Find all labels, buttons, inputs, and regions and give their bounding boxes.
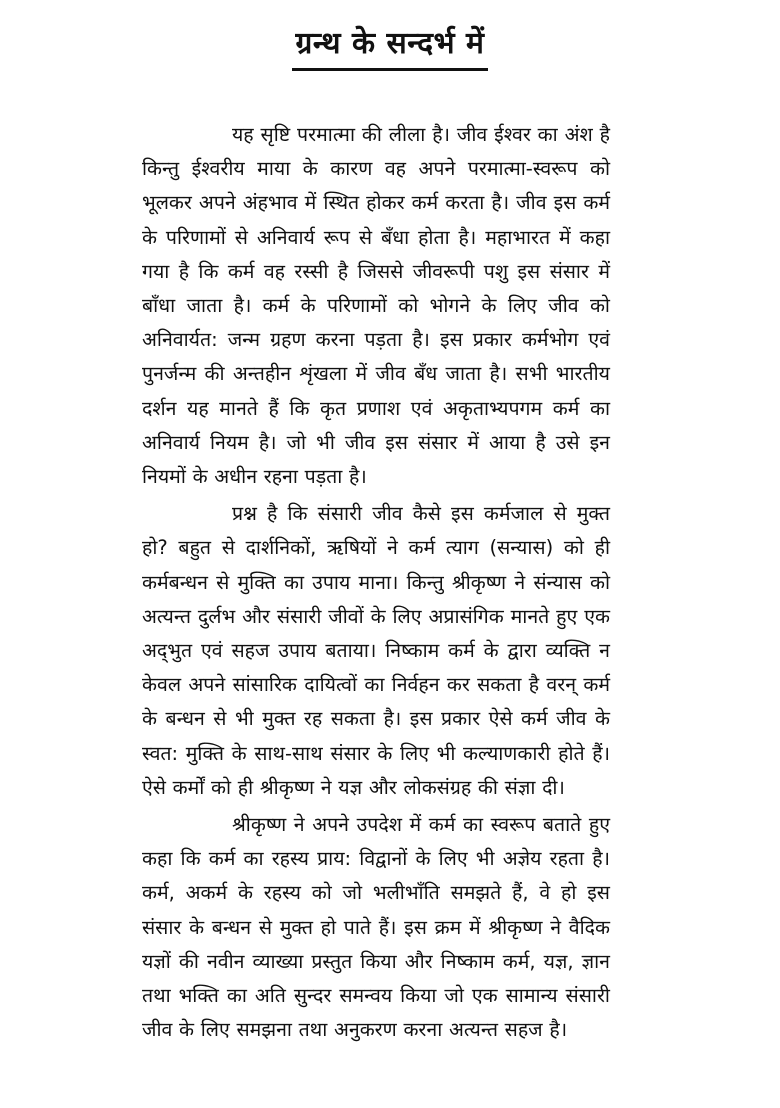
paragraph-1: यह सृष्टि परमात्मा की लीला है। जीव ईश्वर का अंश है किन्तु ईश्वरीय माया के कारण वह अपने परमात्मा-स्वरूप को भूलकर अपने अंहभाव में स्थित होकर कर्म करता है। जीव इस कर्म के परिणामों से अनिवार्य रूप से बँधा होता है। महाभारत में कहा गया है कि कर्म वह रस्सी है जिससे जीवरूपी पशु इस संसार में बाँधा जाता है। कर्म के परिणामों को भोगने के लिए जीव को अनिवार्यत: जन्म ग्रहण करना पड़ता है। इस प्रकार कर्मभोग एवं पुनर्जन्म की अन्तहीन शृंखला में जीव बँध जाता है। सभी भारतीय दर्शन यह मानते हैं कि कृत प्रणाश एवं अकृताभ्यपगम कर्म का अनिवार्य नियम है। जो भी जीव इस संसार में आया है उसे इन नियमों के अधीन रहना पड़ता है। xyxy=(142,123,610,489)
page-title: ग्रन्थ के सन्दर्भ में xyxy=(292,22,489,71)
title-container xyxy=(0,22,780,71)
body-text xyxy=(142,118,610,1047)
paragraph-2: प्रश्न है कि संसारी जीव कैसे इस कर्मजाल से मुक्त हो? बहुत से दार्शनिकों, ऋषियों ने कर्म त्याग (सन्यास) को ही कर्मबन्धन से मुक्ति का उपाय माना। किन्तु श्रीकृष्ण ने संन्यास को अत्यन्त दुर्लभ और संसारी जीवों के लिए अप्रासंगिक मानते हुए एक अद्‌भुत एवं सहज उपाय बताया। निष्काम कर्म के द्वारा व्यक्ति न केवल अपने सांसारिक दायित्वों का निर्वहन कर सकता है वरन् कर्म के बन्धन से भी मुक्त रह सकता है। इस प्रकार ऐसे कर्म जीव के स्वत: मुक्ति के साथ-साथ संसार के लिए भी कल्याणकारी होते हैं। ऐसे कर्मों को ही श्रीकृष्ण ने यज्ञ और लोकसंग्रह की संज्ञा दी। xyxy=(142,502,610,799)
paragraph-3: श्रीकृष्ण ने अपने उपदेश में कर्म का स्वरूप बताते हुए कहा कि कर्म का रहस्य प्राय: विद्वानों के लिए भी अज्ञेय रहता है। कर्म, अकर्म के रहस्य को जो भलीभाँति समझते हैं, वे हो इस संसार के बन्धन से मुक्त हो पाते हैं। इस क्रम में श्रीकृष्ण ने वैदिक यज्ञों की नवीन व्याख्या प्रस्तुत किया और निष्काम कर्म, यज्ञ, ज्ञान तथा भक्ति का अति सुन्दर समन्वय किया जो एक सामान्य संसारी जीव के लिए समझना तथा अनुकरण करना अत्यन्त सहज है। xyxy=(142,813,610,1042)
